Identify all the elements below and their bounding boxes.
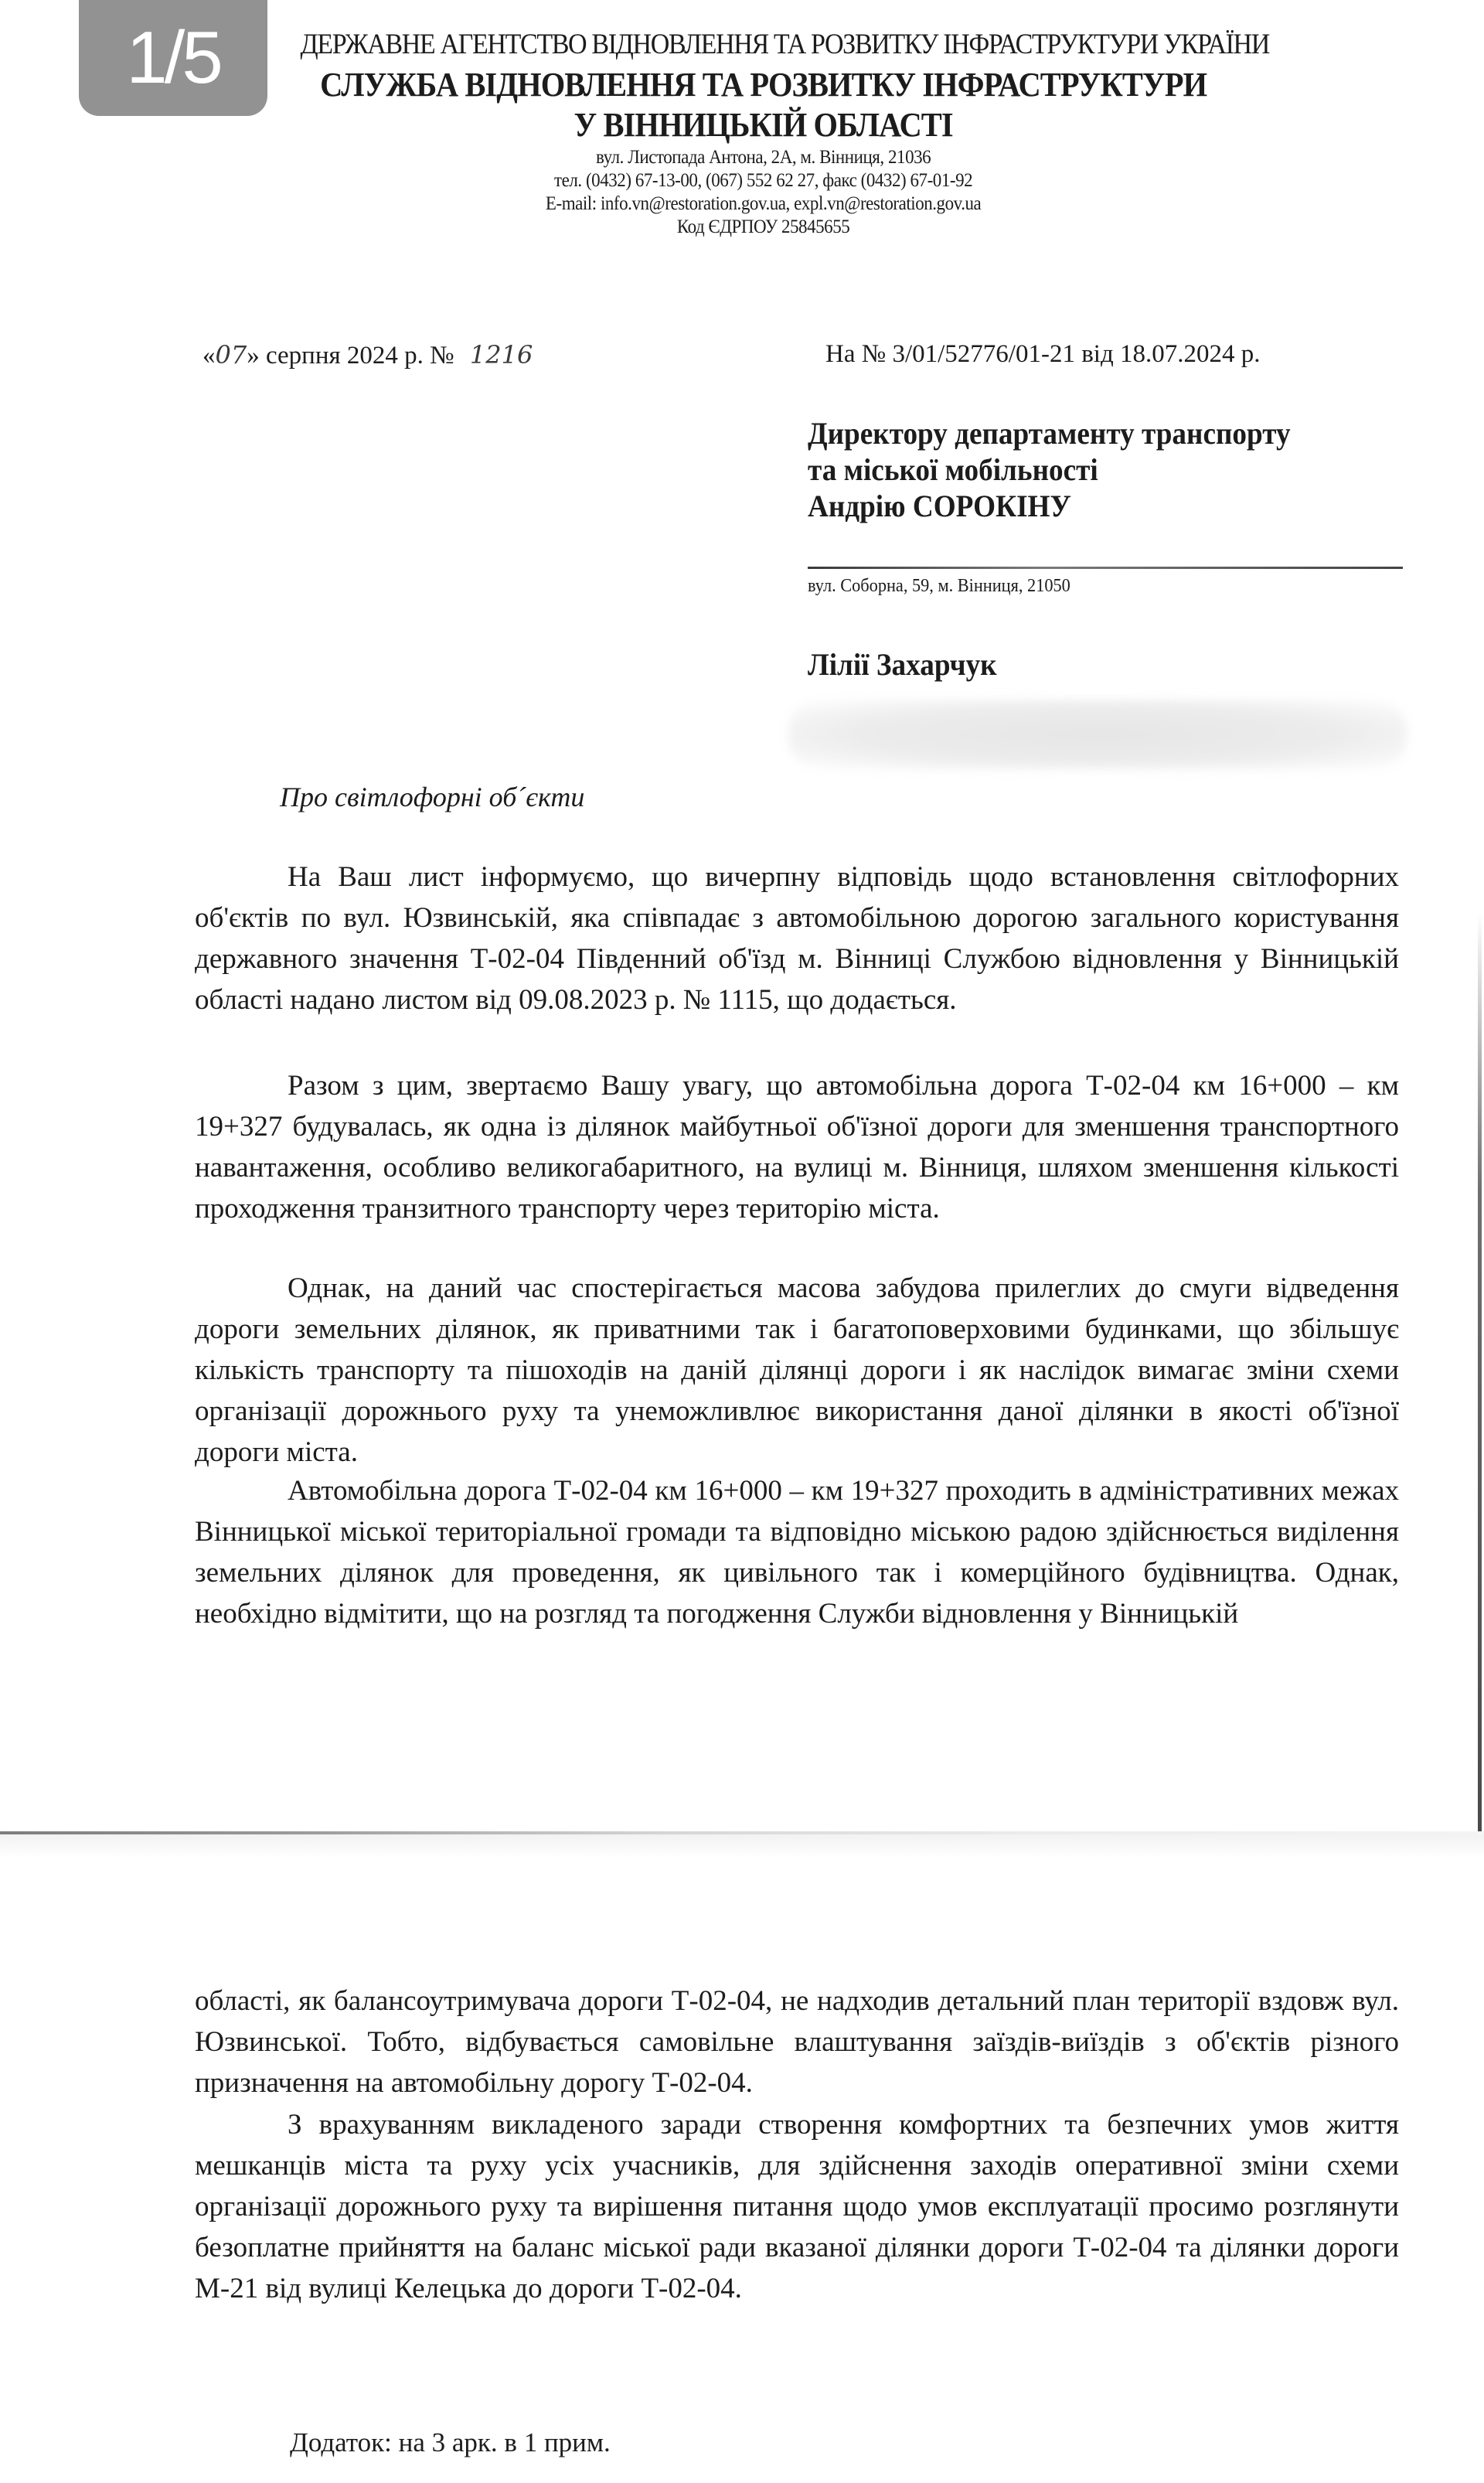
letterhead-phones: тел. (0432) 67-13-00, (067) 552 62 27, факс (0432) 67-01-92	[554, 170, 973, 191]
redacted-block	[788, 700, 1407, 769]
recipient-line-3: Андрію СОРОКІНУ	[808, 489, 1071, 523]
recipient-address: вул. Соборна, 59, м. Вінниця, 21050	[808, 576, 1070, 596]
letterhead-code: Код ЄДРПОУ 25845655	[676, 216, 850, 237]
letterhead-address: вул. Листопада Антона, 2А, м. Вінниця, 21036	[595, 147, 931, 168]
letterhead-email: E-mail: info.vn@restoration.gov.ua, expl.vn@restoration.gov.ua	[545, 193, 982, 214]
letterhead-region: У ВІННИЦЬКІЙ ОБЛАСТІ	[574, 106, 953, 144]
recipient-divider	[808, 567, 1403, 569]
second-addressee: Лілії Захарчук	[808, 647, 997, 682]
recipient-block	[808, 415, 1291, 524]
reference-number: На № 3/01/52776/01-21 від 18.07.2024 р.	[825, 340, 1261, 368]
body-paragraph-3: Однак, на даний час спостерігається масова забудова прилеглих до смуги відведення дороги земельних ділянок, як приватними так і багатоповерховими будинками, що збільшує кількість транспорту та пішоходів на даній ділянці дороги і як наслідок вимагає зміни схеми організації дорожнього руху та унеможливлює використання даної ділянки в якості об'їзної дороги міста.	[195, 1272, 1399, 1468]
body-paragraph-4: Автомобільна дорога Т-02-04 км 16+000 – км 19+327 проходить в адміністративних межах Вінницької міської територіальної громади та відповідно міською радою здійснюється виділення земельних ділянок для проведення, як цивільного так і комерційного будівництва. Однак, необхідно відмітити, що на розгляд та погодження Служби відновлення у Вінницькій	[195, 1475, 1399, 1630]
outgoing-date-number	[203, 340, 533, 370]
page-counter-badge: 1/5	[79, 0, 267, 116]
outgoing-month-year: серпня 2024 р. №	[259, 342, 461, 370]
close-quote: »	[247, 342, 260, 370]
body-paragraph-2: Разом з цим, звертаємо Вашу увагу, що автомобільна дорога Т-02-04 км 16+000 – км 19+327 будувалась, як одна із ділянок майбутньої об'їзної дороги для зменшення транспортного навантаження, особливо великогабаритного, на вулиці м. Вінниця, шляхом зменшення кількості проходження транзитного транспорту через територію міста.	[195, 1070, 1399, 1224]
open-quote: «	[203, 342, 216, 370]
body-paragraph-6: З врахуванням викладеного заради створення комфортних та безпечних умов життя мешканців міста та руху усіх учасників, для здійснення заходів оперативної зміни схеми організації дорожнього руху та вирішення питання щодо умов експлуатації просимо розглянути безоплатне прийняття на баланс міської ради вказаної ділянки дороги Т-02-04 та ділянки дороги М-21 від вулиці Келецька до дороги Т-02-04.	[195, 2109, 1399, 2304]
page-break-shade	[0, 1834, 1484, 1858]
recipient-line-2: та міської мобільності	[808, 452, 1098, 487]
letterhead-service: СЛУЖБА ВІДНОВЛЕННЯ ТА РОЗВИТКУ ІНФРАСТРУКТУРИ	[320, 66, 1207, 104]
page-edge-shadow	[1478, 912, 1482, 1840]
recipient-line-1: Директору департаменту транспорту	[808, 416, 1291, 451]
letter-subject: Про світлофорні об´єкти	[280, 782, 585, 812]
letterhead-agency: ДЕРЖАВНЕ АГЕНТСТВО ВІДНОВЛЕННЯ ТА РОЗВИТКУ ІНФРАСТРУКТУРИ УКРАЇНИ	[300, 29, 1269, 60]
body-paragraph-5: області, як балансоутримувача дороги Т-02-04, не надходив детальний план території вздовж вул. Юзвинської. Тобто, відбувається самовільне влаштування заїздів-виїздів з об'єктів різного призначення на автомобільну дорогу Т-02-04.	[195, 1985, 1399, 2099]
handwritten-number: 1216	[469, 340, 533, 370]
handwritten-day: 07	[215, 340, 247, 370]
body-paragraph-1: На Ваш лист інформуємо, що вичерпну відповідь щодо встановлення світлофорних об'єктів по вул. Юзвинській, яка співпадає з автомобільною дорогою загального користування державного значення Т-02-04 Південний об'їзд м. Вінниці Службою відновлення у Вінницькій області надано листом від 09.08.2023 р. № 1115, що додається.	[195, 861, 1399, 1016]
attachment-note: Додаток: на 3 арк. в 1 прим.	[290, 2427, 611, 2457]
